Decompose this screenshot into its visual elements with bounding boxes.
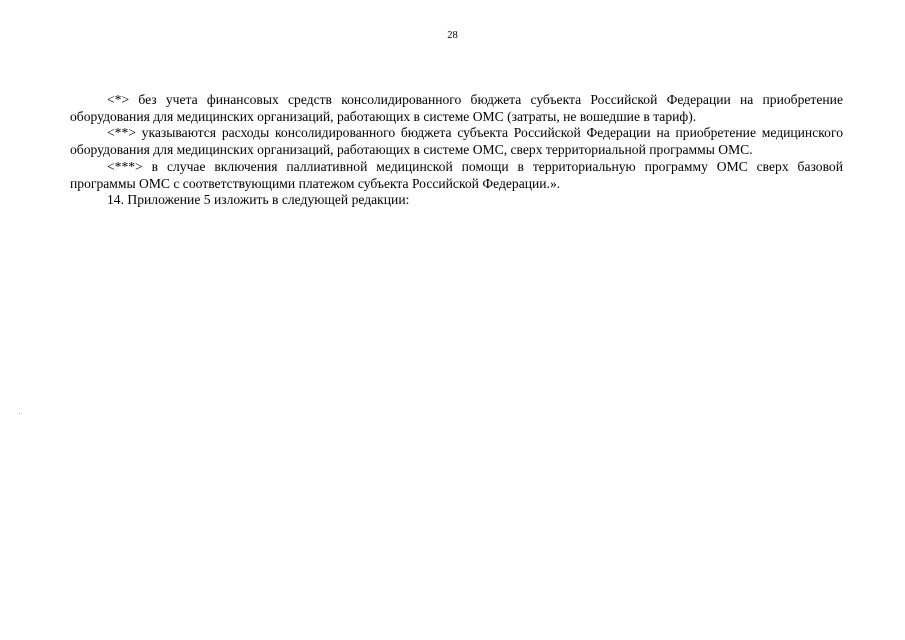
- amendment-item-14: 14. Приложение 5 изложить в следующей редакции:: [107, 192, 410, 208]
- footnote-single-asterisk: <*> без учета финансовых средств консолидированного бюджета субъекта Российской Федерации на приобретение оборудования для медицинских организаций, работающих в системе ОМС (затраты, не вошедшие в тариф).: [70, 92, 843, 124]
- page-number: 28: [447, 30, 458, 41]
- document-body: [70, 92, 843, 209]
- footnote-triple-asterisk: <***> в случае включения паллиативной медицинской помощи в территориальную программу ОМС сверх базовой программы ОМС с соответствующими платежом субъекта Российской Федерации.».: [70, 158, 843, 191]
- scan-speck: [19, 413, 20, 414]
- footnote-double-asterisk: <**> указываются расходы консолидированного бюджета субъекта Российской Федерации на приобретение медицинского оборудования для медицинских организаций, работающих в системе ОМС, сверх территориальной программы ОМС.: [70, 125, 843, 158]
